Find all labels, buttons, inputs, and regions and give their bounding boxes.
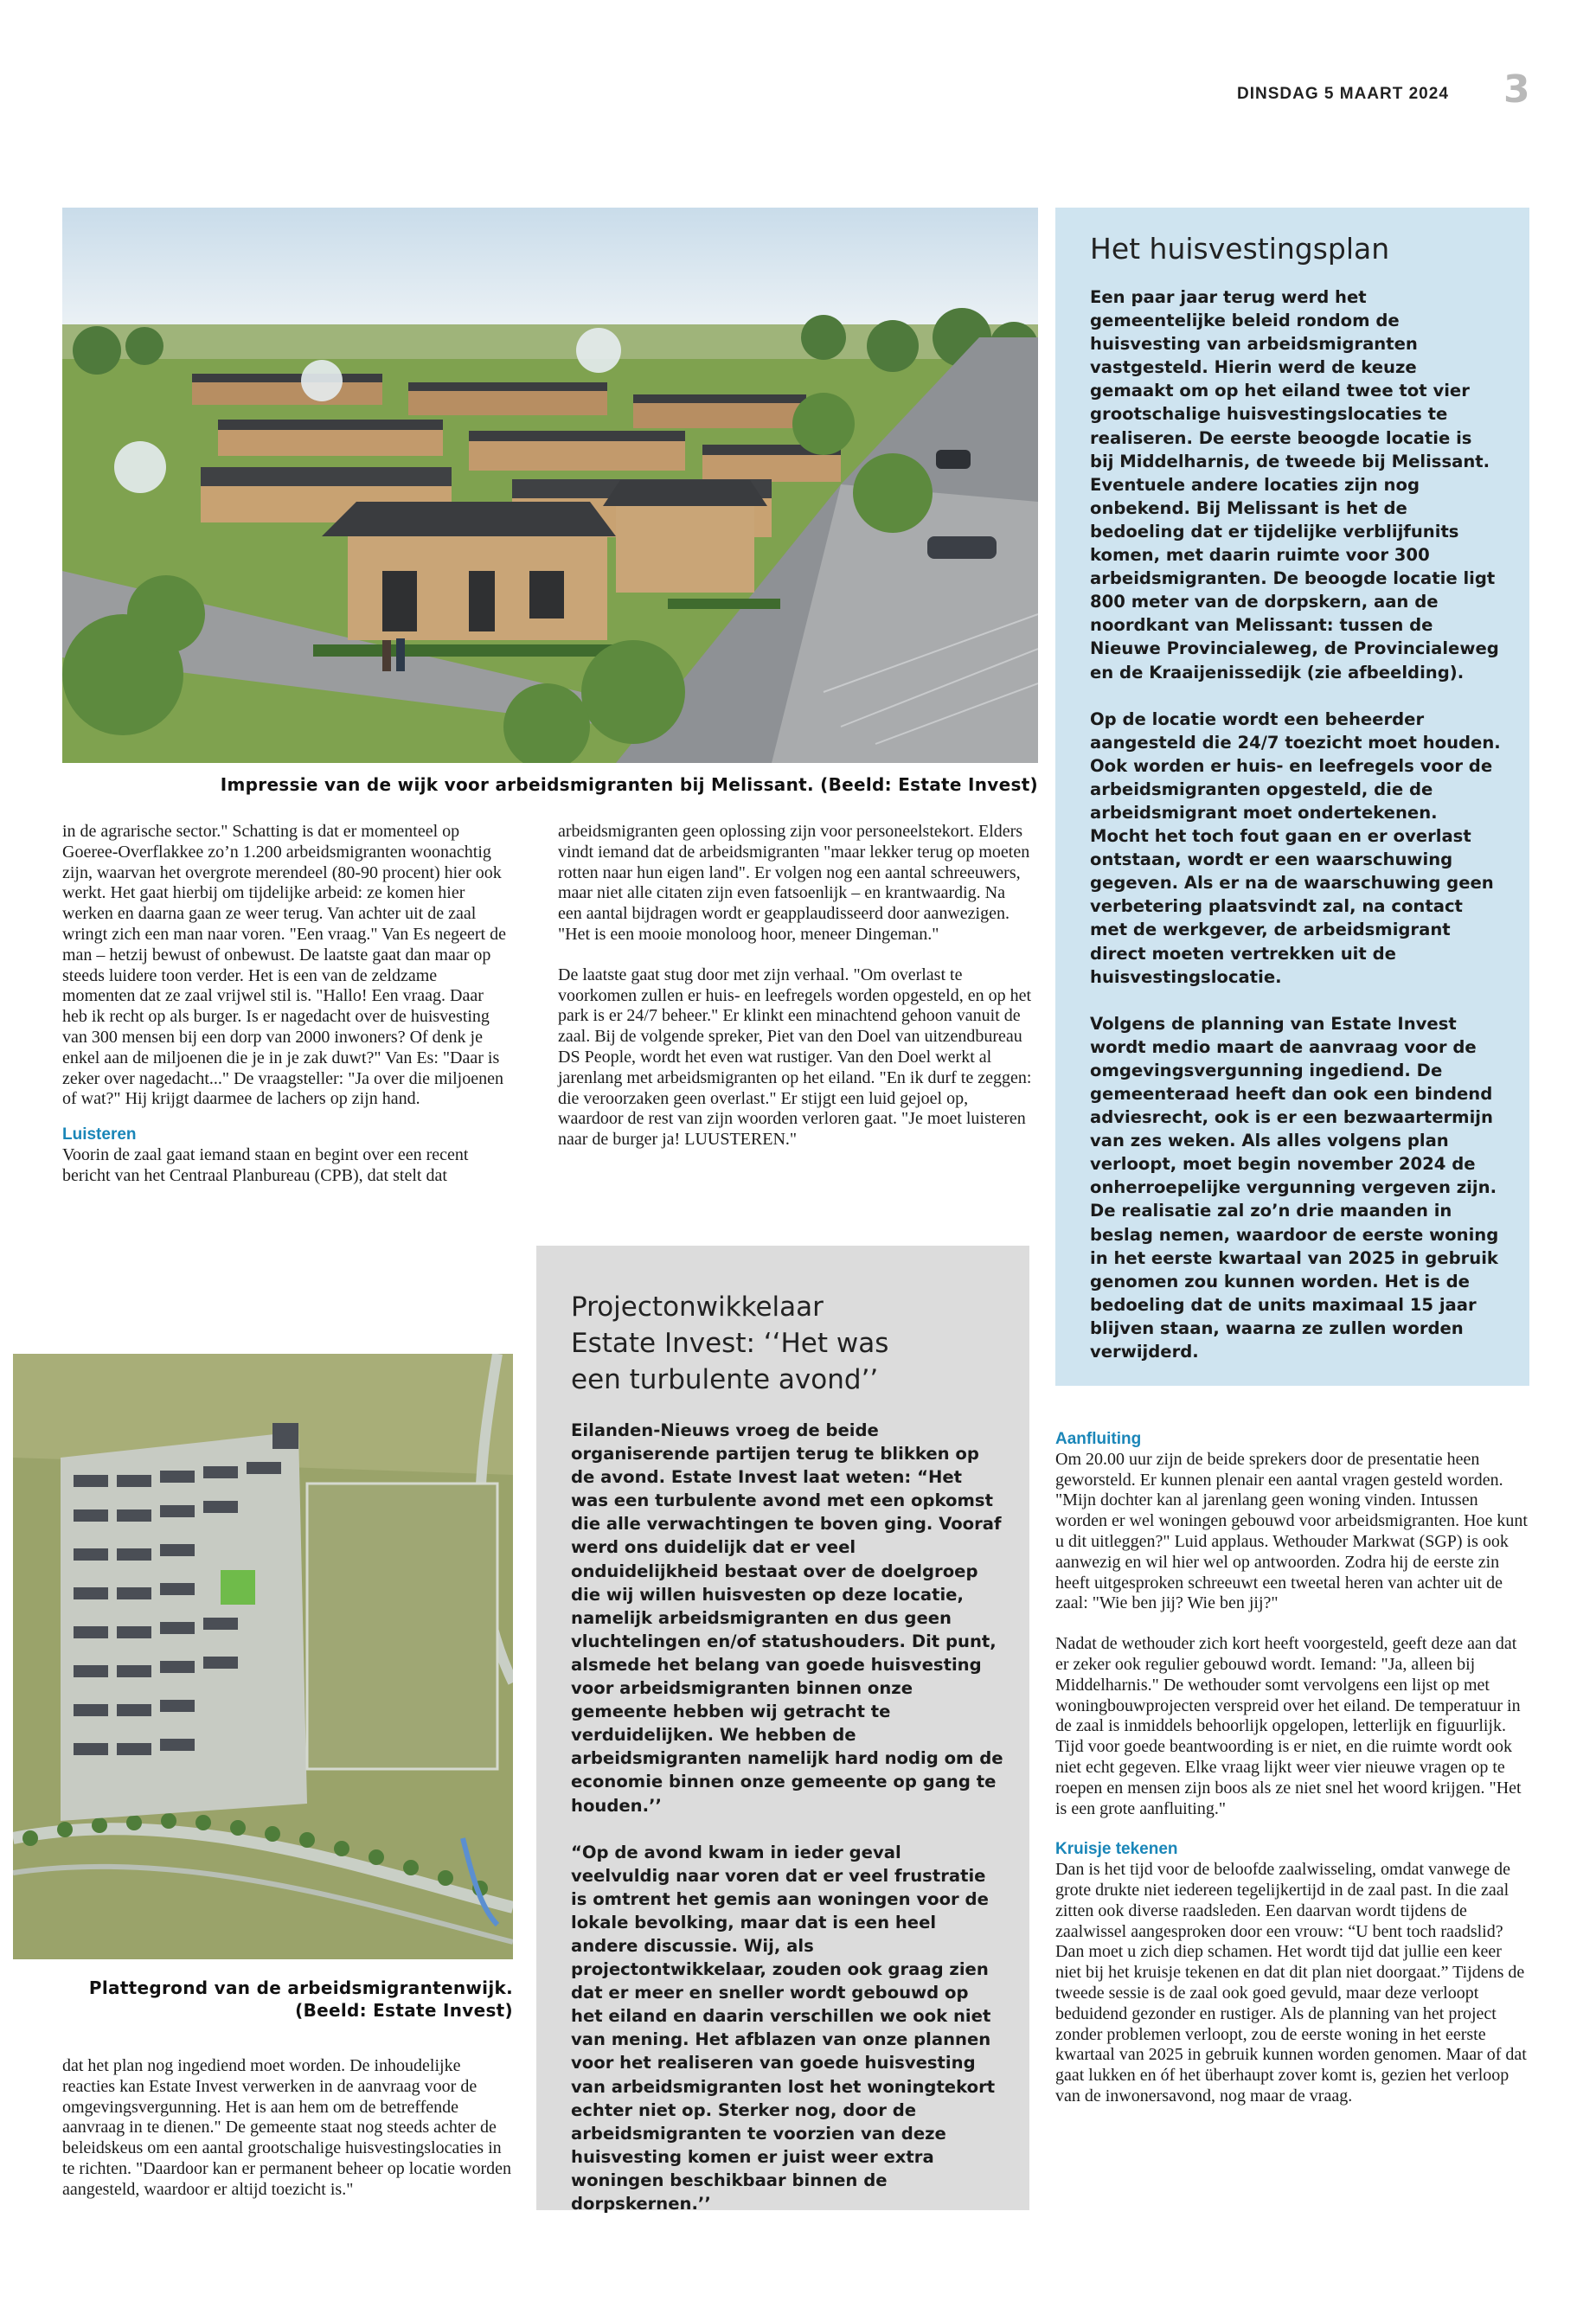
developer-statement-paragraph: “Op de avond kwam in ieder geval veelvuldig naar voren dat er veel frustratie is omtrent het gemis aan woningen voor de lokale bevolking, maar dat is een heel andere discussie. Wij, als projectontwikkelaar, zouden ook graag zien dat er meer en sneller wordt gebouwd op het eiland en daarin verschillen we ook niet van mening. Het afblazen van onze plannen voor het realiseren van goede huisvesting van arbeidsmigranten lost het woningtekort echter niet op. Sterker nog, door de arbeidsmigranten te voorzien van deze huisvesting komen er juist weer extra woningen beschikbaar binnen de dorpskernen.’’	[571, 1842, 996, 2214]
column4-paragraph: Om 20.00 uur zijn de beide sprekers door de presentatie heen geworsteld. Er kunnen plenair een aantal vragen gesteld worden. "Mijn dochter kan al jarenlang geen woning vinden. Intussen worden er wel woningen gebouwd voor arbeidsmigranten. Hoe kunt u dit uitleggen?" Luid applaus. Wethouder Markwat (SGP) is ook aanwezig en wil hier wel op antwoorden. Zodra hij de eerste zin heeft uitgesproken schreeuwt een tweetal heren van achter uit de zaal: "Wie ben jij? Wie ben jij?"	[1055, 1449, 1528, 1613]
housing-plan-box	[1055, 208, 1529, 1386]
article-column-4	[1055, 1427, 1529, 2127]
housing-plan-title: Het huisvestingsplan	[1090, 232, 1390, 266]
plan-caption	[13, 1977, 513, 2022]
subhead-aanfluiting: Aanfluiting	[1055, 1430, 1142, 1448]
column1-paragraph: Voorin de zaal gaat iemand staan en begint over een recent bericht van het Centraal Planbureau (CPB), dat stelt dat	[62, 1144, 469, 1185]
column1-bottom-paragraph: dat het plan nog ingediend moet worden. De inhoudelijke reacties kan Estate Invest verwerken in de aanvraag voor de omgevingsvergunning. Het is aan hem om de betreffende aanvraag in te dienen." De gemeente staat nog steeds achter de beleidskeus om een aantal grootschalige huisvestingslocaties in te richten. "Daardoor kan er permanent beheer op locatie worden aangesteld, waardoor er altijd toezicht is."	[62, 2056, 512, 2199]
plan-caption-line: Plattegrond van de arbeidsmigrantenwijk.	[88, 1977, 513, 1998]
page-number: 3	[1503, 67, 1530, 112]
article-column-2	[558, 822, 1032, 1170]
issue-date: DINSDAG 5 MAART 2024	[1237, 85, 1449, 103]
column1-paragraph: in de agrarische sector." Schatting is dat er momenteel op Goeree-Overflakkee zo’n 1.200 arbeidsmigranten woonachtig zijn, waarvan het overgrote merendeel (80-90 procent) hier ook werkt. Het gaat hierbij om tijdelijke arbeid: ze komen hier werken en daarna gaan ze weer terug. Van achter uit de zaal wringt zich een man naar voren. "Een vraag." Van Es negeert de man – hetzij bewust of onbewust. De laatste gaat dan maar op steeds luidere toon verder. Het is een van de zeldzame momenten dat ze zaal vrijwel stil is. "Hallo! Een vraag. Daar heb ik recht op als burger. Is er nagedacht over de huisvesting van 300 mensen bij een dorp van 2000 inwoners? Of denk je enkel aan de miljoenen die je in je zak duwt?" Van Es: "Daar is zeker over nagedacht..." De vraagsteller: "Ja over die miljoenen of wat?" Hij krijgt daarmee de lachers op zijn hand.	[62, 822, 506, 1109]
site-plan-map	[13, 1354, 513, 1959]
developer-statement-box	[536, 1246, 1029, 2214]
housing-plan-paragraph: Op de locatie wordt een beheerder aangesteld die 24/7 toezicht moet houden. Ook worden er huis- en leefregels voor de arbeidsmigranten opgesteld, die de arbeidsmigrant moet ondertekenen. Mocht het toch fout gaan en er overlast ontstaan, wordt er een waarschuwing gegeven. Als er na de waarschuwing geen verbetering plaatsvindt zal, na contact met de werkgever, de arbeidsmigrant direct moeten vertrekken uit de huisvestingslocatie.	[1090, 708, 1501, 987]
title-line: Projectonwikkelaar	[571, 1292, 824, 1323]
developer-statement-title	[571, 1289, 1003, 1398]
column4-paragraph: Dan is het tijd voor de beloofde zaalwisseling, omdat vanwege de grote drukte niet iedereen tegelijkertijd in de zaal past. In die zaal zitten ook diverse raadsleden. Een daarvan wordt tijdens de zaalwissel aangesproken door een vrouw: “U bent toch raadslid? Dan moet u zich diep schamen. Het wordt tijd dat jullie een keer niet bij het kruisje tekenen en dat dit plan niet doorgaat.” Tijdens de tweede sessie is de zaal ook goed gevuld, maar deze verloopt beduidend gezonder en rustiger. Als de planning van het project zonder problemen verloopt, zou de eerste woning in het eerste kwartaal van 2025 in gebruik kunnen worden genomen. Maar of dat gaat lukken en óf het überhaupt zover komt is, gezien het verloop van de inwonersavond, nog maar de vraag.	[1055, 1860, 1527, 2106]
title-line: een turbulente avond’’	[571, 1364, 879, 1395]
title-line: Estate Invest: ‘‘Het was	[571, 1328, 889, 1359]
photo-caption: Impressie van de wijk voor arbeidsmigranten bij Melissant. (Beeld: Estate Invest)	[220, 774, 1038, 795]
plan-caption-line: (Beeld: Estate Invest)	[295, 2000, 513, 2021]
neighbourhood-impression-photo	[62, 208, 1038, 763]
developer-statement-paragraph: Eilanden-Nieuws vroeg de beide organiserende partijen terug te blikken op de avond. Estate Invest laat weten: “Het was een turbulente avond met een opkomst die alle verwachtingen te boven ging. Vooraf werd ons duidelijk dat er veel onduidelijkheid bestaat over de doelgroep die wij willen huisvesten op deze locatie, namelijk arbeidsmigranten en dus geen vluchtelingen en/of statushouders. Dit punt, alsmede het belang van goede huisvesting voor arbeidsmigranten binnen onze gemeente hebben wij getracht te verduidelijken. We hebben de arbeidsmigranten namelijk hard nodig om de economie binnen onze gemeente op gang te houden.’’	[571, 1420, 1003, 1816]
subhead-luisteren: Luisteren	[62, 1125, 137, 1144]
column2-paragraph: arbeidsmigranten geen oplossing zijn voor personeelstekort. Elders vindt iemand dat de arbeidsmigranten "maar lekker terug op moeten rotten naar hun eigen land". Er volgen nog een aantal schreeuwers, maar niet alle citaten zijn even fatsoenlijk – en krantwaardig. Na een aantal bijdragen wordt er geapplaudisseerd door aanwezigen. "Het is een mooie monoloog hoor, meneer Dingeman."	[558, 822, 1030, 944]
housing-plan-paragraph: Een paar jaar terug werd het gemeentelijke beleid rondom de huisvesting van arbeidsmigranten vastgesteld. Hierin werd de keuze gemaakt om op het eiland twee tot vier grootschalige huisvestingslocaties te realiseren. De eerste beoogde locatie is bij Middelharnis, de tweede bij Melissant. Eventuele andere locaties zijn nog onbekend. Bij Melissant is het de bedoeling dat er tijdelijke verblijfunits komen, met daarin ruimte voor 300 arbeidsmigranten. De beoogde locatie ligt 800 meter van de dorpskern, aan de noordkant van Melissant: tussen de Nieuwe Provincialeweg, de Provincialeweg en de Kraaijenissedijk (zie afbeelding).	[1090, 287, 1499, 683]
article-column-1-continued	[62, 2056, 512, 2221]
column2-paragraph: De laatste gaat stug door met zijn verhaal. "Om overlast te voorkomen zullen er huis- en leefregels worden opgesteld, en op het park is er 24/7 beheer." Er klinkt een minachtend gehoon vanuit de zaal. Bij de volgende spreker, Piet van den Doel van uitzendbureau DS People, wordt het even wat rustiger. Van den Doel werkt al jarenlang met arbeidsmigranten op het eiland. "En ik durf te zeggen: die veroorzaken geen overlast." Er stijgt een luid gejoel op, waardoor de rest van zijn woorden verloren gaat. "Je moet luisteren naar de burger ja! LUUSTEREN."	[558, 965, 1032, 1150]
subhead-kruisje-tekenen: Kruisje tekenen	[1055, 1840, 1178, 1859]
housing-plan-paragraph: Volgens de planning van Estate Invest wordt medio maart de aanvraag voor de omgevingsvergunning ingediend. De gemeenteraad heeft dan ook een bindend adviesrecht, ook is er een bezwaartermijn van zes weken. Als alles volgens plan verloopt, moet begin november 2024 de onherroepelijke vergunning vergeven zijn. De realisatie zal zo’n drie maanden in beslag nemen, waardoor de eerste woning in het eerste kwartaal van 2025 in gebruik genomen zou kunnen worden. Het is de bedoeling dat de units maximaal 15 jaar blijven staan, waarna ze zullen worden verwijderd.	[1090, 1013, 1499, 1362]
article-column-1	[62, 822, 512, 1207]
column4-paragraph: Nadat de wethouder zich kort heeft voorgesteld, geeft deze aan dat er zeker ook regulier gebouwd wordt. Iemand: "Ja, alleen bij Middelharnis." De wethouder somt vervolgens een lijst op met woningbouwprojecten verspreid over het eiland. De temperatuur in de zaal is inmiddels behoorlijk opgelopen, letterlijk en figuurlijk. Tijd voor goede beantwoording is er niet, en die ruimte wordt ook niet echt gegeven. Elke vraag lijkt weer vier nieuwe vragen op te roepen en mensen zijn boos als ze niet snel het woord krijgen. "Het is een grote aanfluiting."	[1055, 1634, 1522, 1818]
